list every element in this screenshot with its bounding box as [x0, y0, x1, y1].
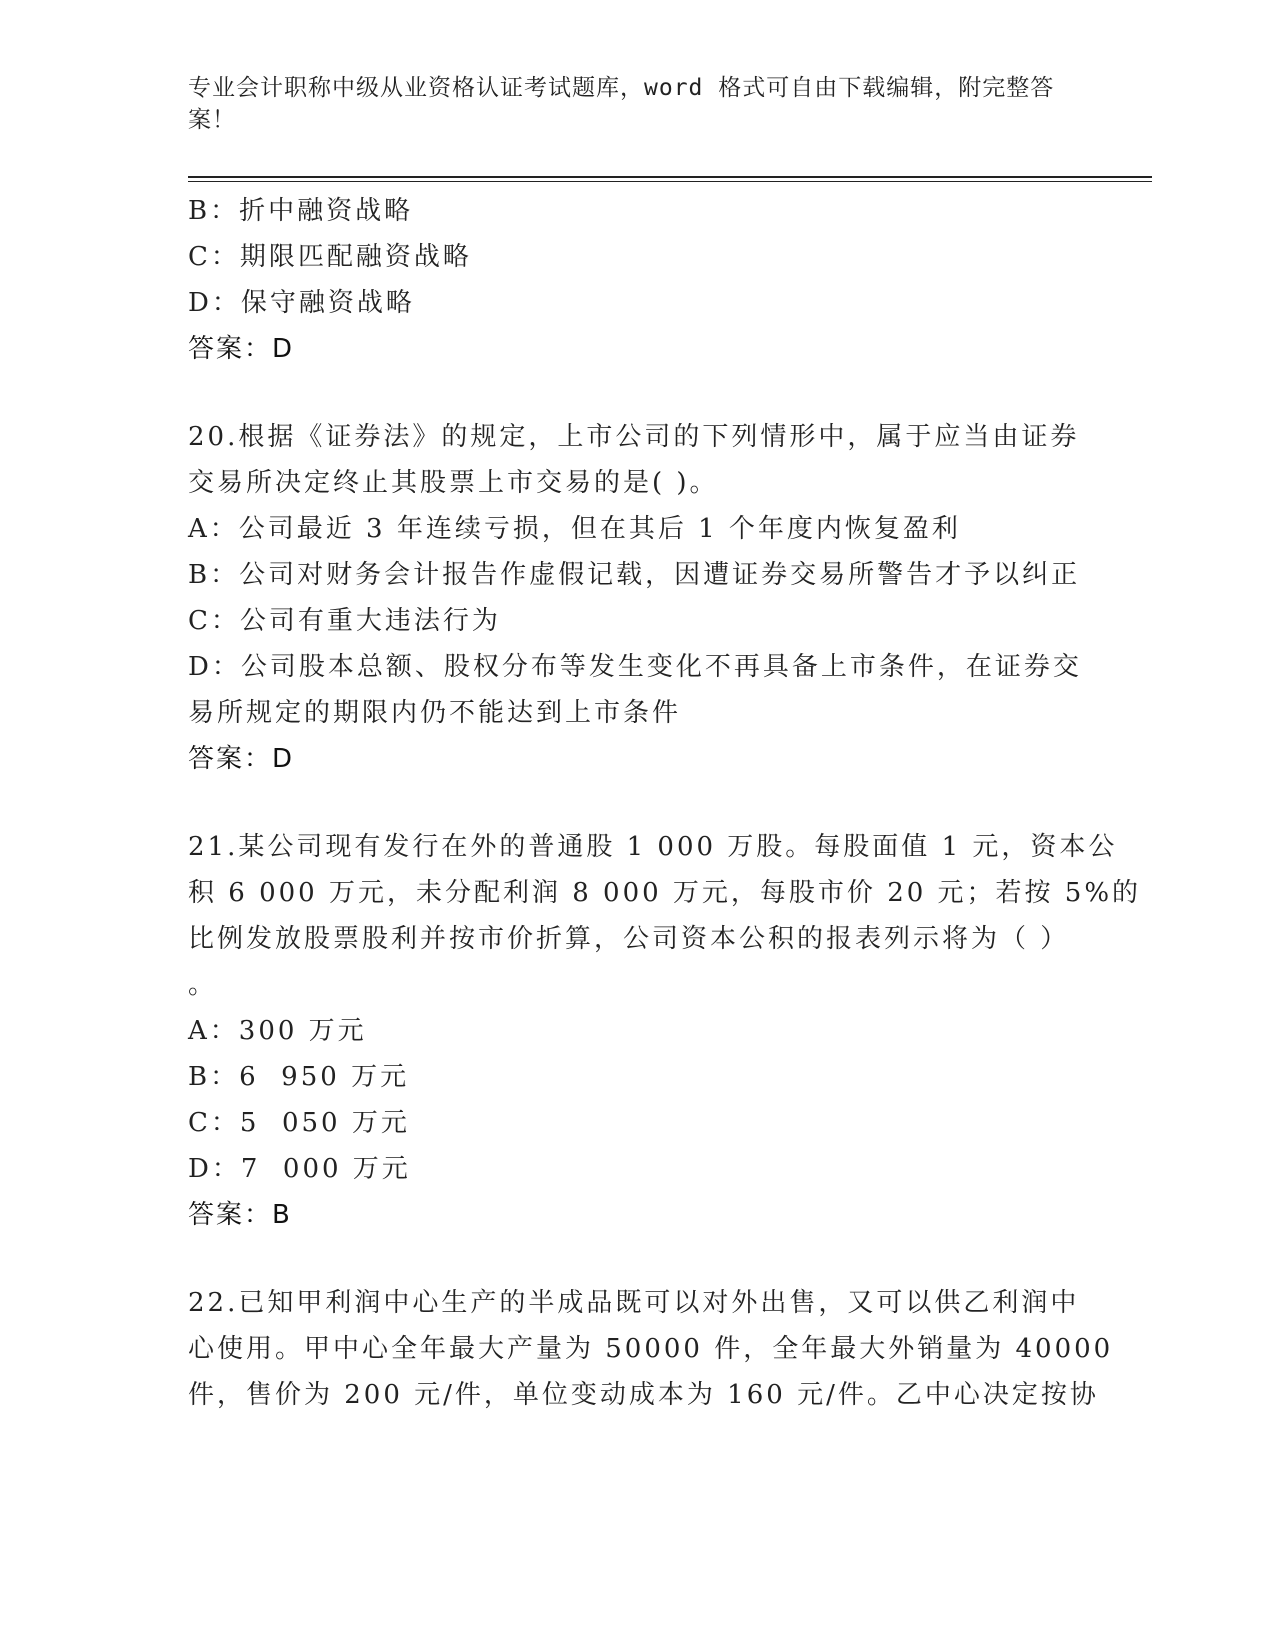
option-d: D：7 000 万元 — [188, 1154, 411, 1184]
question-stem-line: 件，售价为 200 元/件，单位变动成本为 160 元/件。乙中心决定按协 — [188, 1380, 1099, 1410]
option-b: B：折中融资战略 — [188, 196, 414, 226]
header-line-1: 专业会计职称中级从业资格认证考试题库，word 格式可自由下载编辑，附完整答 — [188, 75, 1055, 101]
option-c: C：期限匹配融资战略 — [188, 242, 472, 272]
option-d: D：公司股本总额、股权分布等发生变化不再具备上市条件，在证券交 — [188, 652, 1082, 682]
spacer — [188, 372, 1088, 414]
option-a: A：公司最近 3 年连续亏损，但在其后 1 个年度内恢复盈利 — [188, 514, 961, 544]
page-header — [188, 72, 1068, 136]
question-21 — [188, 824, 1142, 1238]
option-b: B：6 950 万元 — [188, 1062, 410, 1092]
question-stem-line: 21.某公司现有发行在外的普通股 1 000 万股。每股面值 1 元，资本公 — [188, 832, 1118, 862]
answer: 答案：D — [188, 744, 295, 774]
question-stem-line: 。 — [188, 970, 218, 1000]
spacer — [188, 782, 1088, 824]
option-d-continued: 易所规定的期限内仍不能达到上市条件 — [188, 698, 682, 728]
spacer — [188, 1238, 1088, 1280]
option-b: B：公司对财务会计报告作虚假记载，因遭证券交易所警告才予以纠正 — [188, 560, 1081, 590]
header-line-2: 案！ — [188, 107, 236, 133]
header-divider — [188, 176, 1152, 182]
question-stem-line: 心使用。甲中心全年最大产量为 50000 件，全年最大外销量为 40000 — [188, 1334, 1114, 1364]
question-stem-line: 20.根据《证券法》的规定，上市公司的下列情形中，属于应当由证券 — [188, 422, 1080, 452]
question-20 — [188, 414, 1088, 782]
option-c: C：5 050 万元 — [188, 1108, 410, 1138]
question-19 — [188, 188, 1088, 372]
question-content — [188, 188, 1142, 1418]
option-d: D：保守融资战略 — [188, 288, 415, 318]
option-a: A：300 万元 — [188, 1016, 367, 1046]
answer: 答案：B — [188, 1200, 292, 1230]
question-stem-line: 积 6 000 万元，未分配利润 8 000 万元，每股市价 20 元；若按 5%的 — [188, 878, 1142, 908]
question-stem-line: 比例发放股票股利并按市价折算，公司资本公积的报表列示将为（ ） — [188, 924, 1070, 954]
answer: 答案：D — [188, 334, 295, 364]
question-stem-line: 22.已知甲利润中心生产的半成品既可以对外出售，又可以供乙利润中 — [188, 1288, 1080, 1318]
option-c: C：公司有重大违法行为 — [188, 606, 501, 636]
question-22 — [188, 1280, 1114, 1418]
question-stem-line: 交易所决定终止其股票上市交易的是( )。 — [188, 468, 719, 498]
